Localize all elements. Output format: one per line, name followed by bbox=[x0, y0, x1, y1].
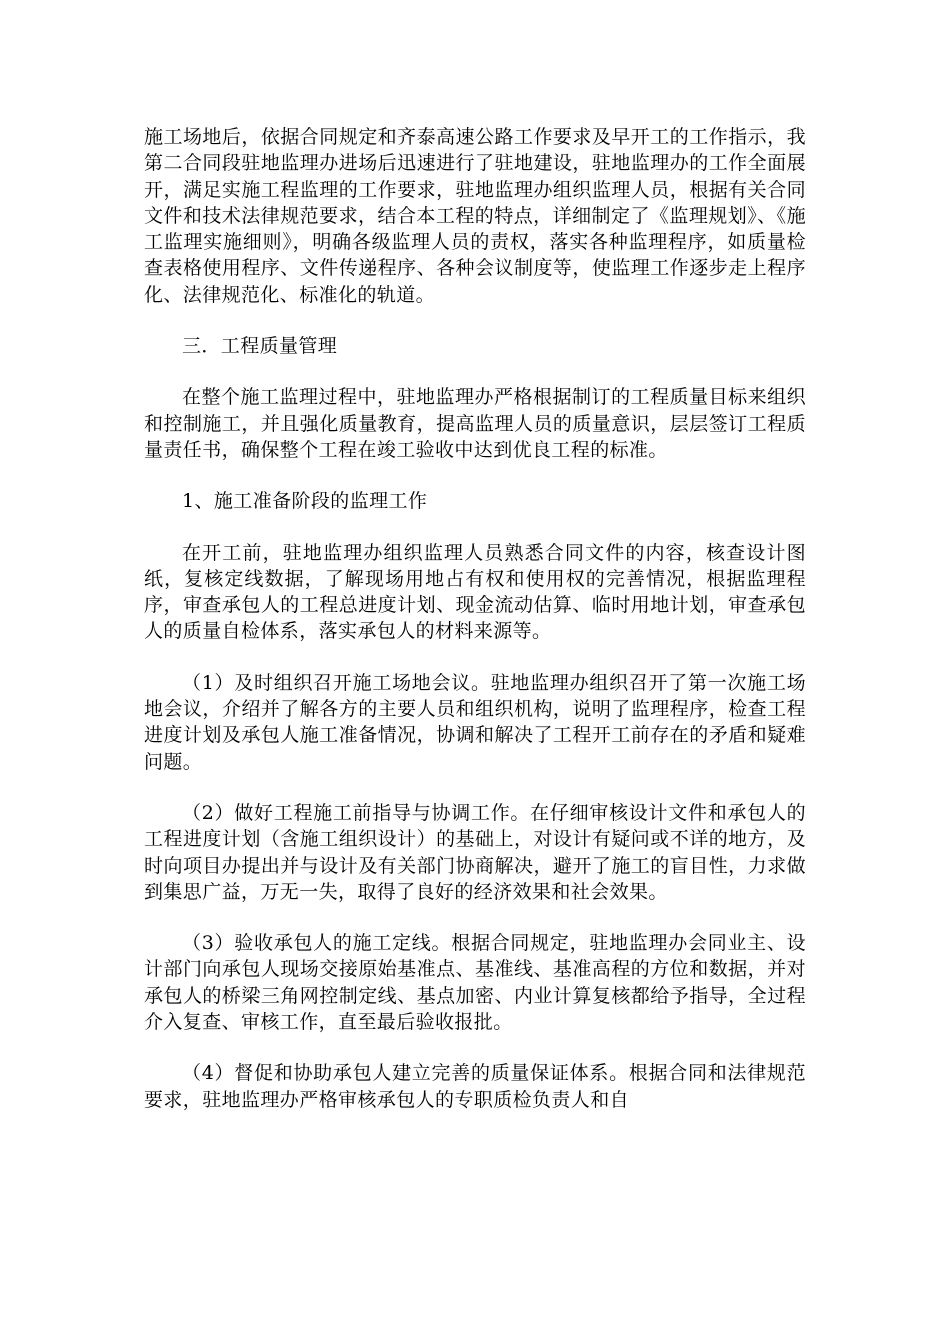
paragraph-item-1: （1）及时组织召开施工场地会议。驻地监理办组织召开了第一次施工场地会议，介绍并了解各方的主要人员和组织机构，说明了监理程序，检查工程进度计划及承包人施工准备情况，协调和解决了工程开工前存在的矛盾和疑难问题。 bbox=[144, 671, 806, 773]
subsection-heading-preparation: 1、施工准备阶段的监理工作 bbox=[182, 490, 428, 513]
paragraph-preparation-intro: 在开工前，驻地监理办组织监理人员熟悉合同文件的内容，核查设计图纸，复核定线数据，了解现场用地占有权和使用权的完善情况，根据监理程序，审查承包人的工程总进度计划、现金流动估算、临时用地计划，审查承包人的质量自检体系，落实承包人的材料来源等。 bbox=[144, 541, 806, 643]
paragraph-item-4: （4）督促和协助承包人建立完善的质量保证体系。根据合同和法律规范要求，驻地监理办严格审核承包人的专职质检负责人和自 bbox=[144, 1062, 806, 1111]
paragraph-item-2: （2）做好工程施工前指导与协调工作。在仔细审核设计文件和承包人的工程进度计划（含施工组织设计）的基础上，对设计有疑问或不详的地方，及时向项目办提出并与设计及有关部门协商解决，避开了施工的盲目性，力求做到集思广益，万无一失，取得了良好的经济效果和社会效果。 bbox=[144, 801, 806, 903]
paragraph-continuation: 施工场地后，依据合同规定和齐泰高速公路工作要求及早开工的工作指示，我第二合同段驻地监理办进场后迅速进行了驻地建设，驻地监理办的工作全面展开，满足实施工程监理的工作要求，驻地监理办组织监理人员，根据有关合同文件和技术法律规范要求，结合本工程的特点，详细制定了《监理规划》、《施工监理实施细则》，明确各级监理人员的责权，落实各种监理程序，如质量检查表格使用程序、文件传递程序、各种会议制度等，使监理工作逐步走上程序化、法律规范化、标准化的轨道。 bbox=[144, 126, 806, 306]
paragraph-item-3: （3）验收承包人的施工定线。根据合同规定，驻地监理办会同业主、设计部门向承包人现场交接原始基准点、基准线、基准高程的方位和数据，并对承包人的桥梁三角网控制定线、基点加密、内业计算复核都给予指导，全过程介入复查、审核工作，直至最后验收报批。 bbox=[144, 932, 806, 1034]
paragraph-quality-intro: 在整个施工监理过程中，驻地监理办严格根据制订的工程质量目标来组织和控制施工，并且强化质量教育，提高监理人员的质量意识，层层签订工程质量责任书，确保整个工程在竣工验收中达到优良工程的标准。 bbox=[144, 386, 806, 461]
document-page bbox=[144, 124, 806, 1138]
section-heading-quality-management: 三．工程质量管理 bbox=[182, 335, 338, 358]
